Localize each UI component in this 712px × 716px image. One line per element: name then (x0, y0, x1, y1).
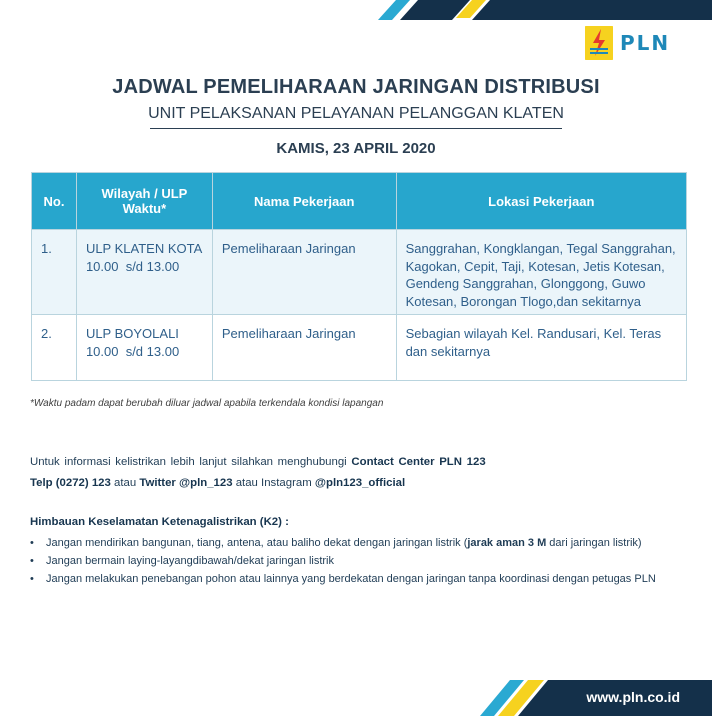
pln-logo (585, 26, 670, 60)
table-row (32, 230, 687, 315)
row-wilayah (76, 315, 212, 381)
page-title: JADWAL PEMELIHARAAN JARINGAN DISTRIBUSI (112, 76, 600, 98)
row-ulp: ULP BOYOLALI (85, 326, 179, 341)
row-no: 2. (32, 315, 77, 381)
schedule-date: KAMIS, 23 APRIL 2020 (276, 140, 436, 157)
row-waktu: 10.00 s/d 13.00 (85, 258, 180, 274)
atau-text-1: atau (114, 477, 137, 489)
page-subtitle: UNIT PELAKSANAN PELAYANAN PELANGGAN KLATEN (148, 105, 564, 122)
maintenance-schedule-table (31, 172, 687, 381)
header-wilayah-line1: Wilayah / ULP (101, 186, 188, 201)
header-no: No. (32, 173, 77, 230)
bullet-icon: • (30, 555, 34, 567)
row-no: 1. (32, 230, 77, 315)
instagram-handle: @pln123_official (314, 477, 406, 489)
contact-info-line2 (30, 477, 405, 489)
twitter-handle: Twitter @pln_123 (139, 477, 233, 489)
row-lokasi: Sebagian wilayah Kel. Randusari, Kel. Teras dan sekitarnya (396, 315, 686, 381)
k2-title: Himbauan Keselamatan Ketenagalistrikan (K2) : (30, 516, 289, 528)
list-item (30, 534, 656, 552)
header-lokasi: Lokasi Pekerjaan (396, 173, 686, 230)
contact-text: Untuk informasi kelistrikan lebih lanjut silahkan menghubungi (30, 456, 347, 468)
table-header-row (32, 173, 687, 230)
row-wilayah (76, 230, 212, 315)
bullet-icon: • (30, 573, 34, 585)
header-pekerjaan: Nama Pekerjaan (212, 173, 396, 230)
header-wilayah-line2: Waktu* (122, 201, 167, 216)
k2-item-1-a: Jangan mendirikan bangunan, tiang, antena, atau baliho dekat dengan jaringan listrik ( (46, 537, 468, 549)
atau-instagram-text: atau Instagram (235, 477, 312, 489)
contact-center-label: Contact Center PLN 123 (351, 456, 486, 468)
k2-item-1-c: dari jaringan listrik) (546, 537, 642, 549)
k2-item-3: Jangan melakukan penebangan pohon atau lainnya yang berdekatan dengan jaringan tanpa koordinasi dengan petugas PLN (46, 573, 656, 585)
time-change-note: *Waktu padam dapat berubah diluar jadwal apabila terkendala kondisi lapangan (30, 398, 384, 409)
row-pekerjaan: Pemeliharaan Jaringan (212, 230, 396, 315)
list-item (30, 570, 656, 588)
telp-number: Telp (0272) 123 (30, 477, 111, 489)
safe-distance: jarak aman 3 M (467, 537, 547, 549)
website-link[interactable]: www.pln.co.id (586, 689, 680, 705)
row-ulp: ULP KLATEN KOTA (85, 241, 203, 256)
k2-item-1 (46, 534, 642, 552)
contact-info-line1 (30, 456, 486, 468)
row-pekerjaan: Pemeliharaan Jaringan (212, 315, 396, 381)
row-lokasi: Sanggrahan, Kongklangan, Tegal Sanggrahan, Kagokan, Cepit, Taji, Kotesan, Jetis Kotesan, Gendeng Sanggrahan, Glonggong, Guwo Kotesan, Borongan Tlogo,dan sekitarnya (396, 230, 686, 315)
logo-text: PLN (620, 31, 671, 55)
header-wilayah (76, 173, 212, 230)
table-row (32, 315, 687, 381)
k2-list (30, 534, 656, 588)
top-decorative-stripes (0, 0, 712, 22)
bullet-icon: • (30, 537, 34, 549)
pln-lightning-icon (585, 26, 613, 60)
row-waktu: 10.00 s/d 13.00 (85, 343, 180, 359)
title-divider (150, 128, 562, 129)
list-item (30, 552, 656, 570)
k2-item-2: Jangan bermain laying-layangdibawah/dekat jaringan listrik (46, 555, 335, 567)
